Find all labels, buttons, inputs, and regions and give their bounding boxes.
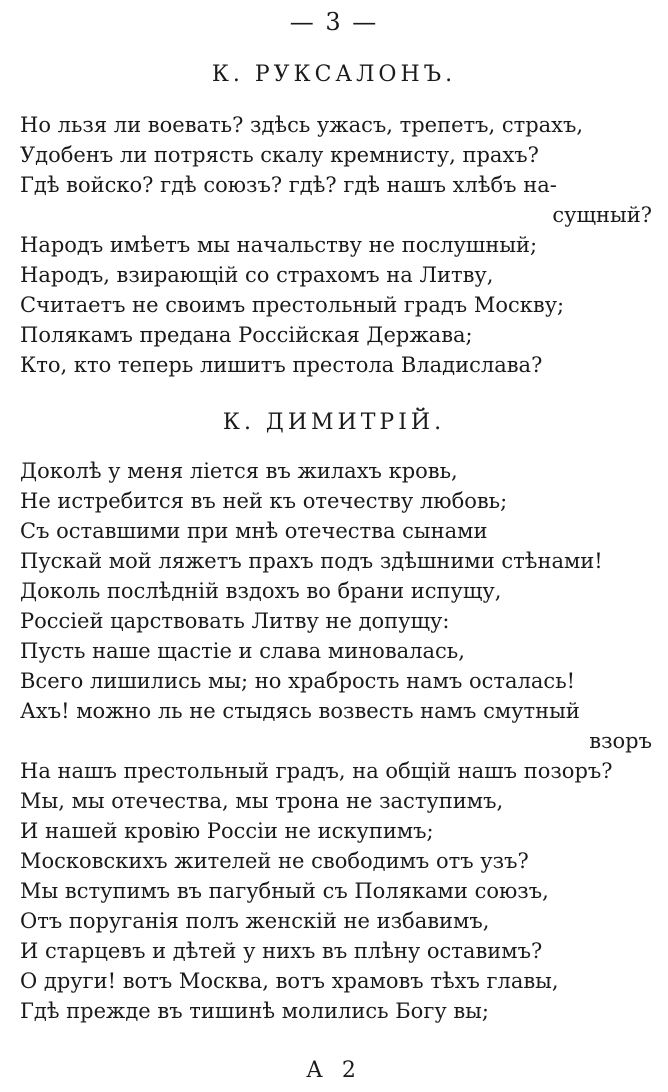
verse-line: Мы, мы отечества, мы трона не заступимъ,	[20, 789, 504, 813]
verse-line: Россіей царствовать Литву не допущу:	[20, 609, 450, 633]
verse-line: Кто, кто теперь лишитъ престола Владислава?	[20, 353, 543, 377]
verse-line: Пусть наше щастіе и слава миновалась,	[20, 639, 465, 663]
verse-line: Ахъ! можно ль не стыдясь возвесть намъ смутный	[20, 699, 580, 723]
speaker-heading-dimitriy: К. ДИМИТРІЙ.	[222, 410, 446, 435]
verse-line: Пускай мой ляжетъ прахъ подъ здѣшними стѣнами!	[20, 549, 603, 573]
verse-line: И старцевъ и дѣтей у нихъ въ плѣну оставимъ?	[20, 939, 543, 963]
verse-line: Съ оставшими при мнѣ отечества сынами	[20, 519, 488, 543]
verse-line: Не истребится въ ней къ отечеству любовь;	[20, 489, 508, 513]
verse-line: На нашъ престольный градъ, на общій нашъ позоръ?	[20, 759, 613, 783]
verse-line-continuation: взоръ	[589, 729, 652, 753]
verse-line: Гдѣ прежде въ тишинѣ молились Богу вы;	[20, 999, 489, 1023]
verse-line: Считаетъ не своимъ престольный градъ Москву;	[20, 293, 565, 317]
verse-block-ruksalon	[20, 110, 652, 380]
verse-line: Народъ, взирающій со страхомъ на Литву,	[20, 263, 494, 287]
verse-line: Удобенъ ли потрясть скалу кремнисту, прахъ?	[20, 143, 539, 167]
verse-line: О други! вотъ Москва, вотъ храмовъ тѣхъ главы,	[20, 969, 559, 993]
verse-line: Народъ имѣетъ мы начальству не послушный;	[20, 233, 538, 257]
speaker-heading-ruksalon: К. РУКСАЛОНЪ.	[211, 62, 457, 87]
verse-line-continuation: сущный?	[552, 203, 652, 227]
verse-line: Но льзя ли воевать? здѣсь ужасъ, трепетъ, страхъ,	[20, 113, 584, 137]
verse-line: Мы вступимъ въ пагубный съ Поляками союзъ,	[20, 879, 549, 903]
verse-line: Московскихъ жителей не свободимъ отъ узъ?	[20, 849, 529, 873]
verse-line: Доколѣ у меня ліется въ жилахъ кровь,	[20, 459, 458, 483]
verse-line: Отъ поруганія полъ женскій не избавимъ,	[20, 909, 490, 933]
verse-line: Гдѣ войско? гдѣ союзъ? гдѣ? гдѣ нашъ хлѣбъ на-	[20, 173, 557, 197]
verse-line: Доколь послѣдній вздохъ во брани испущу,	[20, 579, 502, 603]
verse-line: Полякамъ предана Россійская Держава;	[20, 323, 473, 347]
signature-mark: А 2	[306, 1058, 362, 1083]
page-number-header: — 3 —	[289, 8, 379, 36]
verse-line: И нашей кровію Россіи не искупимъ;	[20, 819, 434, 843]
verse-block-dimitriy	[20, 456, 652, 1026]
verse-line: Всего лишились мы; но храбрость намъ осталась!	[20, 669, 576, 693]
